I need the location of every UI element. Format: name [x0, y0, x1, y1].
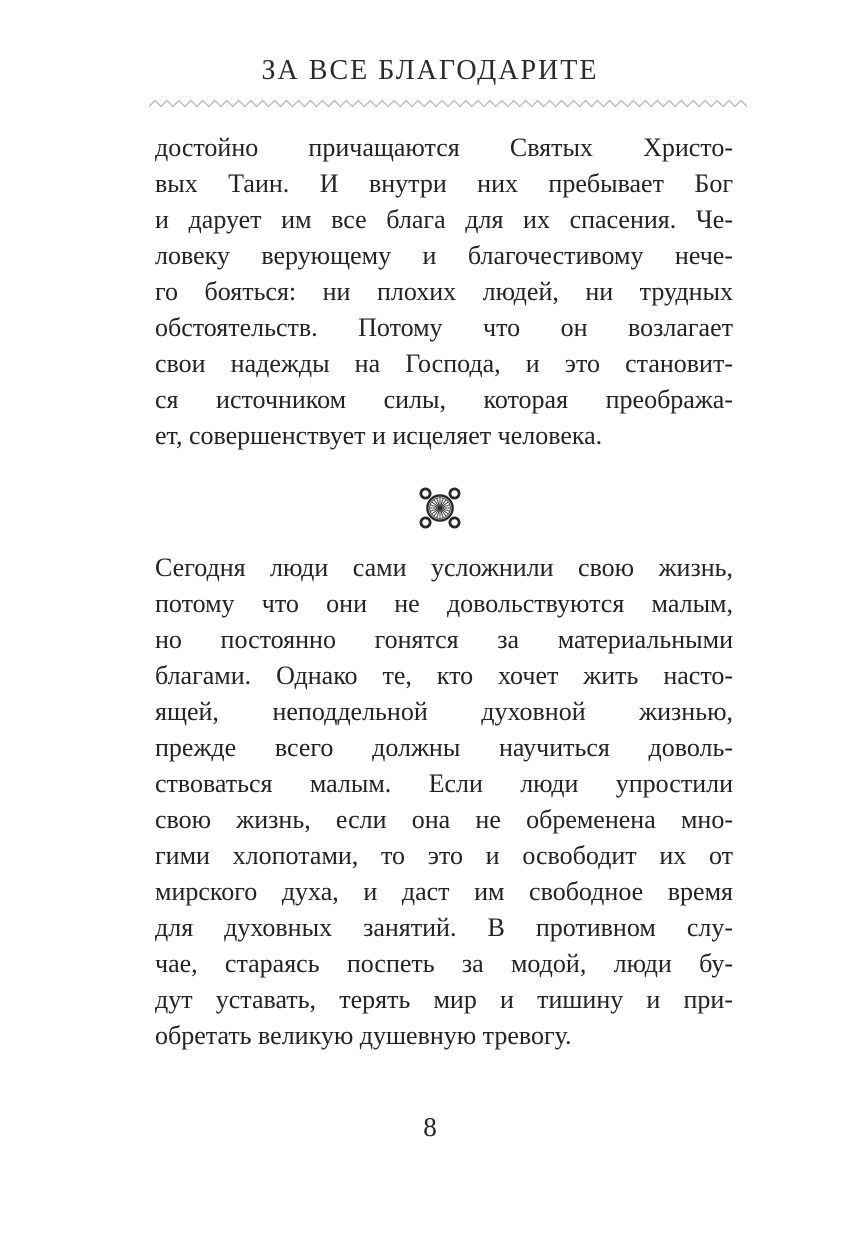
- zigzag-divider-icon: [149, 97, 747, 109]
- text-line: чае, стараясь поспеть за модой, люди бу-: [155, 949, 733, 978]
- text-line: но постоянно гонятся за материальными: [155, 625, 733, 654]
- text-line: потому что они не довольствуются малым,: [155, 589, 733, 618]
- text-line: ящей, неподдельной духовной жизнью,: [155, 697, 733, 726]
- text-line: достойно причащаются Святых Христо-: [155, 133, 733, 162]
- text-line: и дарует им все блага для их спасения. Че-: [155, 205, 733, 234]
- text-line: ет, совершенствует и исцеляет человека.: [155, 421, 603, 450]
- page-header-title: ЗА ВСЕ БЛАГОДАРИТЕ: [261, 55, 599, 86]
- text-line: свою жизнь, если она не обременена мно-: [155, 805, 733, 834]
- text-line: обстоятельств. Потому что он возлагает: [155, 313, 733, 342]
- text-line: мирского духа, и даст им свободное время: [155, 877, 733, 906]
- text-line: гими хлопотами, то это и освободит их от: [155, 841, 733, 870]
- wheel-rosette-ornament-icon: [417, 485, 463, 531]
- text-line: благами. Однако те, кто хочет жить насто-: [155, 661, 733, 690]
- text-line: Сегодня люди сами усложнили свою жизнь,: [155, 553, 733, 582]
- text-line: вых Таин. И внутри них пребывает Бог: [155, 169, 733, 198]
- text-line: ся источником силы, которая преобража-: [155, 385, 733, 414]
- text-line: ловеку верующему и благочестивому нече-: [155, 241, 733, 270]
- text-line: для духовных занятий. В противном слу-: [155, 913, 733, 942]
- text-line: прежде всего должны научиться доволь-: [155, 733, 733, 762]
- page-number: 8: [423, 1112, 437, 1142]
- paragraph-2: [155, 550, 733, 1054]
- paragraph-1: [155, 130, 733, 454]
- text-line: ствоваться малым. Если люди упростили: [155, 769, 733, 798]
- text-line: обретать великую душевную тревогу.: [155, 1021, 572, 1050]
- text-line: го бояться: ни плохих людей, ни трудных: [155, 277, 733, 306]
- text-line: дут уставать, терять мир и тишину и при-: [155, 985, 733, 1014]
- text-line: свои надежды на Господа, и это становит-: [155, 349, 733, 378]
